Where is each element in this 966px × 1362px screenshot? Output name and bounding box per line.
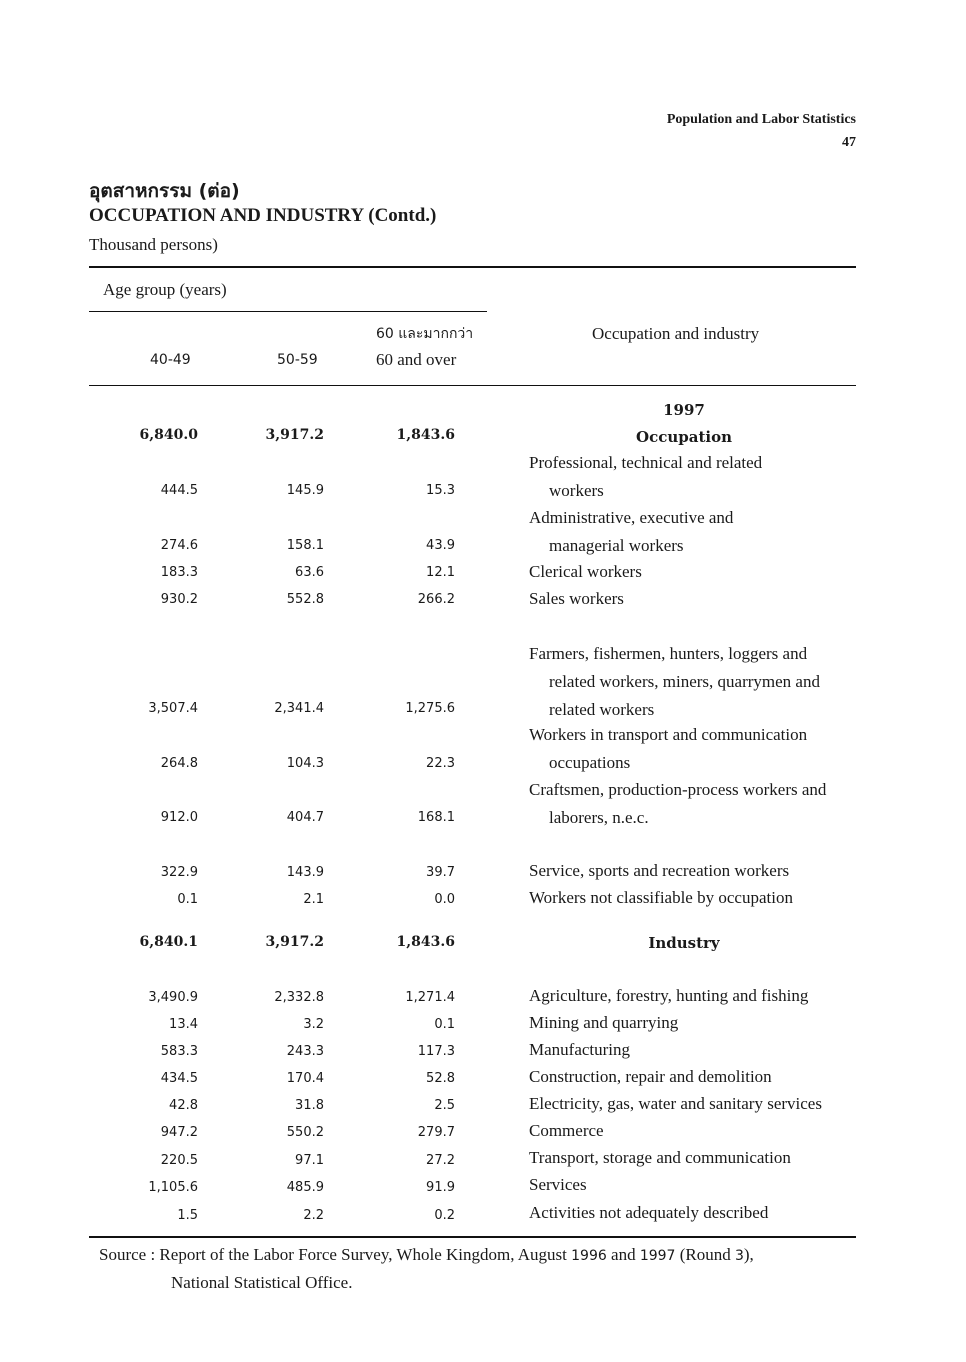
col-header-60-en: 60 and over <box>376 350 457 369</box>
age-group-rule <box>89 311 487 312</box>
table-title-english: OCCUPATION AND INDUSTRY (Contd.) <box>89 205 437 226</box>
table-cell: 15.3 <box>426 483 455 498</box>
table-row-label: Administrative, executive and managerial workers <box>529 508 734 555</box>
col-header-occupation-industry: Occupation and industry <box>592 324 760 343</box>
table-cell: 104.3 <box>286 756 324 771</box>
col-header-40-49: 40-49 <box>150 352 191 368</box>
table-cell: 243.3 <box>286 1044 324 1059</box>
age-group-header: Age group (years) <box>103 280 227 299</box>
table-row-label: Activities not adequately described <box>529 1203 769 1222</box>
table-row-label: Workers in transport and communication occupations <box>529 725 808 772</box>
table-cell: 274.6 <box>160 538 198 553</box>
table-row-label: Service, sports and recreation workers <box>529 861 790 880</box>
table-cell: 0.1 <box>434 1017 455 1032</box>
table-row-label: Manufacturing <box>529 1040 631 1059</box>
table-cell: 145.9 <box>286 483 324 498</box>
table-cell: 63.6 <box>295 565 324 580</box>
table-cell: 912.0 <box>160 810 198 825</box>
table-cell: 279.7 <box>417 1125 455 1140</box>
table-cell: 143.9 <box>286 865 324 880</box>
table-cell: 1,271.4 <box>405 990 455 1005</box>
running-title: Population and Labor Statistics <box>666 112 856 127</box>
table-row-label: Workers not classifiable by occupation <box>529 888 793 907</box>
table-bottom-rule <box>89 1236 856 1238</box>
table-cell: 43.9 <box>426 538 455 553</box>
table-row-label: Commerce <box>529 1121 604 1140</box>
table-top-rule <box>89 266 856 268</box>
table-unit: Thousand persons) <box>89 235 218 254</box>
page-number: 47 <box>842 135 856 150</box>
table-cell: 404.7 <box>286 810 324 825</box>
table-row-label: Services <box>529 1175 587 1194</box>
col-header-60-thai: 60 และมากกว่า <box>376 326 474 342</box>
table-cell: 220.5 <box>160 1153 198 1168</box>
table-cell: 434.5 <box>160 1071 198 1086</box>
table-cell: 2.1 <box>303 892 324 907</box>
table-cell: 22.3 <box>426 756 455 771</box>
occupation-heading: Occupation <box>636 428 732 446</box>
table-row-label: Mining and quarrying <box>529 1013 679 1032</box>
table-cell: 552.8 <box>286 592 324 607</box>
year-heading: 1997 <box>663 401 705 419</box>
table-cell: 27.2 <box>426 1153 455 1168</box>
table-cell: 170.4 <box>286 1071 324 1086</box>
table-cell: 2,341.4 <box>274 701 324 716</box>
table-cell: 42.8 <box>169 1098 198 1113</box>
occupation-total-50-59: 3,917.2 <box>265 427 324 443</box>
table-cell: 31.8 <box>295 1098 324 1113</box>
header-bottom-rule <box>89 385 856 386</box>
table-cell: 583.3 <box>160 1044 198 1059</box>
source-note: Source : Report of the Labor Force Survey, Whole Kingdom, August 1996 and 1997 (Round 3), <box>99 1245 754 1264</box>
table-cell: 2.5 <box>434 1098 455 1113</box>
table-cell: 91.9 <box>426 1180 455 1195</box>
table-cell: 264.8 <box>160 756 198 771</box>
industry-total-40-49: 6,840.1 <box>139 934 198 950</box>
table-cell: 3,490.9 <box>148 990 198 1005</box>
col-header-50-59: 50-59 <box>277 352 318 368</box>
table-cell: 13.4 <box>169 1017 198 1032</box>
table-cell: 266.2 <box>417 592 455 607</box>
industry-total-60-over: 1,843.6 <box>396 934 455 950</box>
table-row-label: Professional, technical and related workers <box>529 453 763 500</box>
table-cell: 1.5 <box>177 1208 198 1223</box>
table-row-label: Clerical workers <box>529 562 642 581</box>
table-cell: 158.1 <box>286 538 324 553</box>
table-cell: 444.5 <box>160 483 198 498</box>
table-row-label: Construction, repair and demolition <box>529 1067 772 1086</box>
table-row-label: Craftsmen, production-process workers and laborers, n.e.c. <box>529 780 827 827</box>
table-row-label: Sales workers <box>529 589 624 608</box>
industry-heading: Industry <box>648 934 720 952</box>
table-cell: 183.3 <box>160 565 198 580</box>
table-title-thai: อุตสาหกรรม (ต่อ) <box>89 180 240 202</box>
occupation-total-60-over: 1,843.6 <box>396 427 455 443</box>
table-cell: 947.2 <box>160 1125 198 1140</box>
table-cell: 52.8 <box>426 1071 455 1086</box>
table-row-label: Agriculture, forestry, hunting and fishing <box>529 986 809 1005</box>
table-cell: 2,332.8 <box>274 990 324 1005</box>
table-cell: 550.2 <box>286 1125 324 1140</box>
table-row-label: Farmers, fishermen, hunters, loggers and related workers, miners, quarrymen and related workers <box>529 644 820 719</box>
table-cell: 1,105.6 <box>148 1180 198 1195</box>
table-cell: 2.2 <box>303 1208 324 1223</box>
table-cell: 485.9 <box>286 1180 324 1195</box>
table-cell: 39.7 <box>426 865 455 880</box>
table-cell: 3.2 <box>303 1017 324 1032</box>
table-cell: 0.0 <box>434 892 455 907</box>
table-cell: 0.1 <box>177 892 198 907</box>
occupation-total-40-49: 6,840.0 <box>139 427 198 443</box>
table-cell: 12.1 <box>426 565 455 580</box>
table-cell: 3,507.4 <box>148 701 198 716</box>
table-cell: 97.1 <box>295 1153 324 1168</box>
table-cell: 1,275.6 <box>405 701 455 716</box>
table-row-label: Electricity, gas, water and sanitary services <box>529 1094 822 1113</box>
table-cell: 117.3 <box>417 1044 455 1059</box>
table-row-label: Transport, storage and communication <box>529 1148 791 1167</box>
table-cell: 322.9 <box>160 865 198 880</box>
table-cell: 0.2 <box>434 1208 455 1223</box>
table-cell: 168.1 <box>417 810 455 825</box>
industry-total-50-59: 3,917.2 <box>265 934 324 950</box>
table-cell: 930.2 <box>160 592 198 607</box>
source-note-line-2: National Statistical Office. <box>171 1273 353 1292</box>
